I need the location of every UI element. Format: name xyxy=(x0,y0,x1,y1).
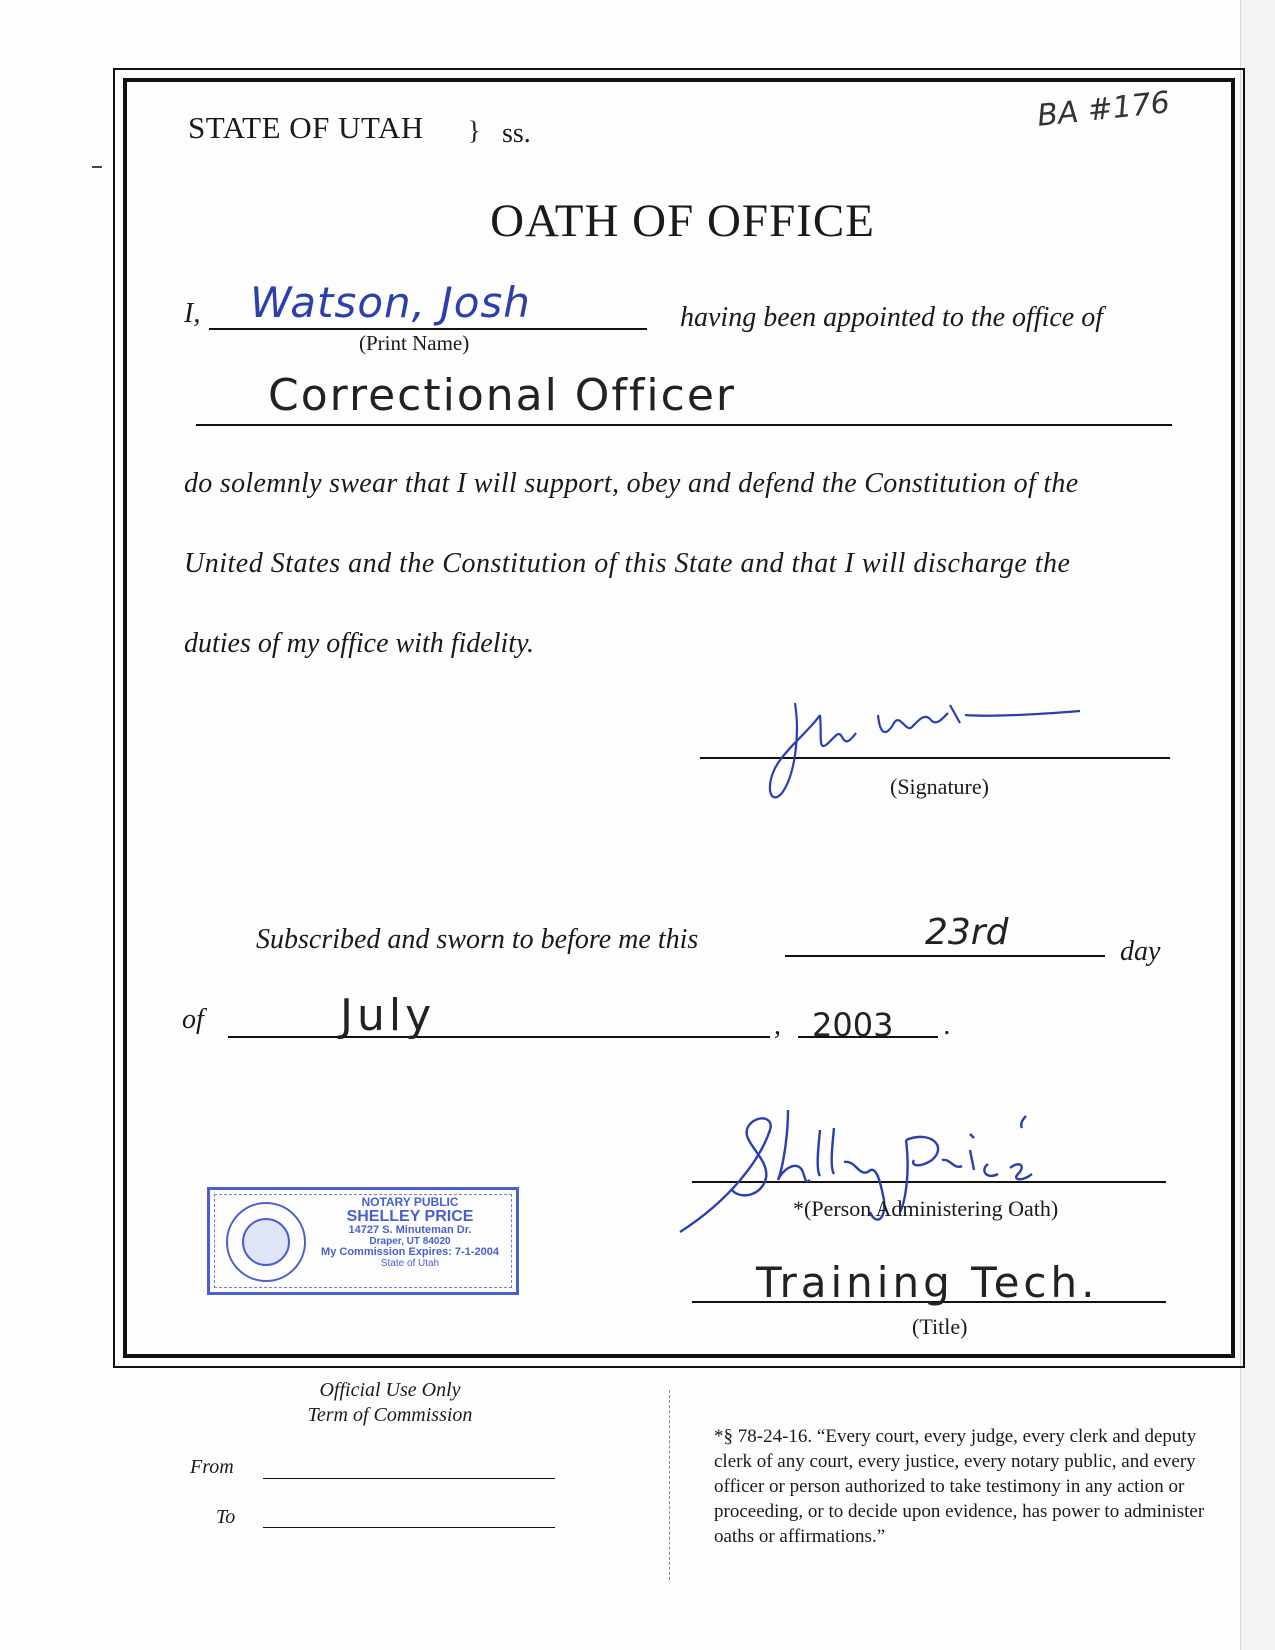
notary-stamp xyxy=(207,1187,519,1295)
from-line xyxy=(263,1478,555,1479)
appointed-text: having been appointed to the office of xyxy=(680,302,1104,333)
subscribed-text: Subscribed and sworn to before me this xyxy=(256,924,699,955)
office-line xyxy=(196,424,1172,426)
day-line xyxy=(785,955,1105,957)
stamp-line-2: SHELLEY PRICE xyxy=(346,1207,474,1225)
stamp-text xyxy=(310,1196,510,1269)
printed-name-handwritten: Watson, Josh xyxy=(250,278,531,327)
day-handwritten: 23rd xyxy=(925,912,1009,953)
oath-line-3: duties of my office with fidelity. xyxy=(184,628,534,659)
state-label: STATE OF UTAH xyxy=(188,110,424,145)
stamp-line-4: Draper, UT 84020 xyxy=(369,1235,451,1247)
statute-footnote: *§ 78-24-16. “Every court, every judge, every clerk and deputy clerk of any court, every justice, every notary public, and every officer or person authorized to take testimony in any action or proceeding, or to decide upon evidence, has power to administer oaths or affirmations.” xyxy=(714,1426,1205,1547)
title-handwritten: Training Tech. xyxy=(756,1258,1099,1307)
month-handwritten: July xyxy=(340,990,436,1041)
signature-label: (Signature) xyxy=(890,774,989,799)
month-line xyxy=(228,1036,770,1038)
official-use-line-2: Term of Commission xyxy=(307,1404,473,1426)
oath-line-2: United States and the Constitution of this State and that I will discharge the xyxy=(184,548,1071,579)
administrator-label: *(Person Administering Oath) xyxy=(793,1196,1059,1221)
period: . xyxy=(944,1010,951,1041)
stamp-line-5: My Commission Expires: 7-1-2004 xyxy=(321,1246,499,1259)
official-use-line-1: Official Use Only xyxy=(319,1379,461,1401)
day-label: day xyxy=(1120,936,1161,967)
to-line xyxy=(263,1527,555,1528)
to-label: To xyxy=(216,1506,236,1528)
official-use-heading xyxy=(270,1378,510,1428)
venue-brace: } xyxy=(468,116,481,145)
oath-line-1: do solemnly swear that I will support, obey and defend the Constitution of the xyxy=(184,468,1079,499)
print-name-label: (Print Name) xyxy=(359,331,470,355)
from-label: From xyxy=(190,1456,234,1478)
of-label: of xyxy=(182,1004,204,1035)
pronoun-i: I, xyxy=(184,298,201,329)
stamp-line-1: NOTARY PUBLIC xyxy=(361,1195,459,1209)
year-handwritten: 2003 xyxy=(812,1006,894,1044)
print-name-line xyxy=(209,328,647,330)
state-seal-icon xyxy=(226,1202,306,1282)
file-number-handwritten: BA #176 xyxy=(1035,85,1172,134)
stamp-line-3: 14727 S. Minuteman Dr. xyxy=(348,1224,472,1237)
ss-label: ss. xyxy=(502,118,531,149)
document-title: OATH OF OFFICE xyxy=(490,195,875,247)
stamp-line-6: State of Utah xyxy=(380,1257,440,1269)
footer-divider xyxy=(669,1390,670,1580)
title-label: (Title) xyxy=(912,1314,968,1339)
scan-mark xyxy=(92,166,102,168)
comma: , xyxy=(774,1010,781,1041)
office-handwritten: Correctional Officer xyxy=(268,370,736,421)
